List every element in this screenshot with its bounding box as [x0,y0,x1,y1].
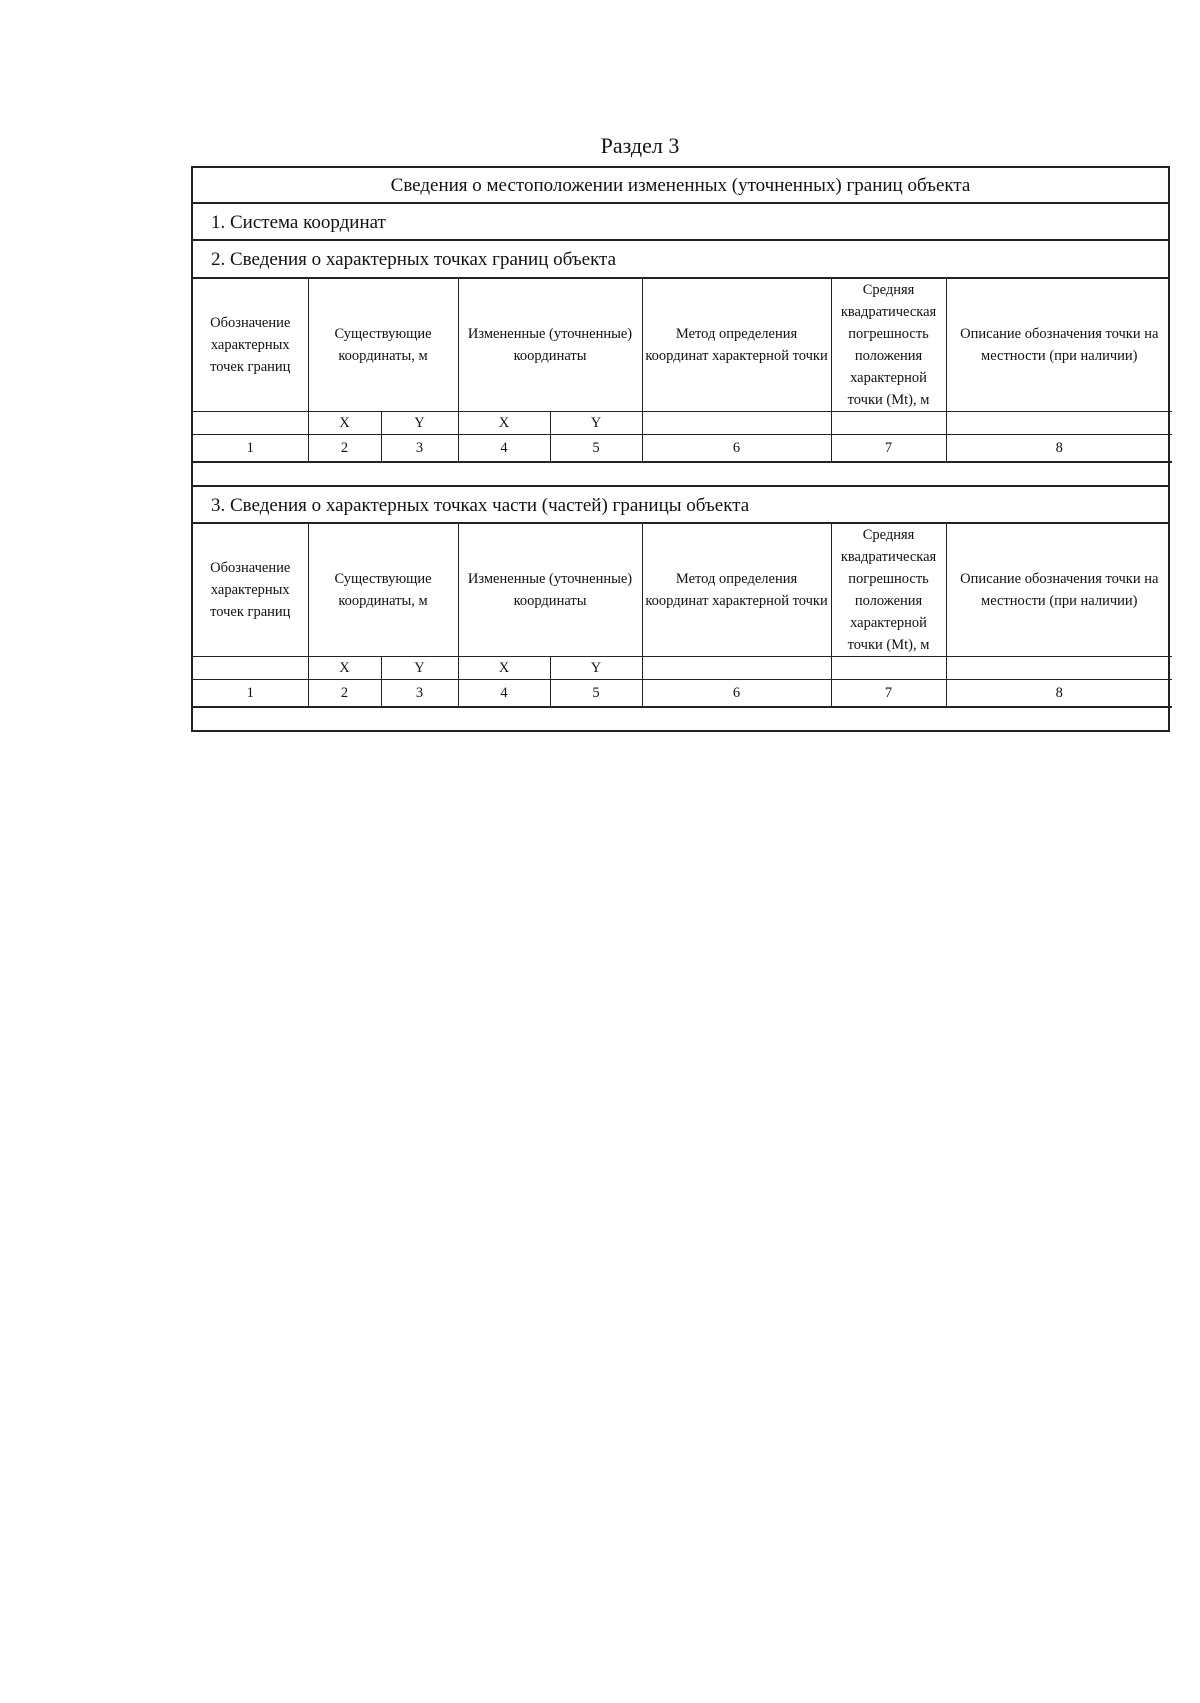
table-cell [642,657,831,680]
table-cell [193,412,308,435]
table-cell [193,657,308,680]
table-cell: 1 [193,435,308,463]
boundary-info-form [191,166,1170,732]
col-method: Метод определения координат характерной точки [642,279,831,412]
table-cell [946,657,1172,680]
table-cell: 5 [550,435,642,463]
table-cell: X [458,412,550,435]
table-header-row [193,279,1172,412]
table-cell: Y [550,412,642,435]
block2-title: 2. Сведения о характерных точках границ объекта [193,241,1168,279]
block3-title: 3. Сведения о характерных точках части (частей) границы объекта [193,487,1168,524]
table-cell: Y [381,657,458,680]
table-cell: 7 [831,680,946,708]
table-cell [831,412,946,435]
table-cell: Y [550,657,642,680]
col-description: Описание обозначения точки на местности (при наличии) [946,279,1172,412]
coordinate-system-row: 1. Система координат [193,204,1168,241]
table-cell: 8 [946,680,1172,708]
table-cell [642,412,831,435]
table-cell: 3 [381,680,458,708]
table-cell [831,657,946,680]
col-mean-error: Средняя квадратическая погрешность положения характерной точки (Mt), м [831,524,946,657]
section-title: Раздел 3 [600,133,680,158]
col-description: Описание обозначения точки на местности (при наличии) [946,524,1172,657]
table-cell: 2 [308,435,381,463]
table-number-row [193,435,1172,463]
col-updated-coordinates: Измененные (уточненные) координаты [458,279,642,412]
table-cell: 4 [458,435,550,463]
empty-row [193,708,1168,730]
col-existing-coordinates: Существующие координаты, м [308,524,458,657]
table-cell: 6 [642,435,831,463]
table-number-row [193,680,1172,708]
table-xy-row [193,412,1172,435]
table-cell: Y [381,412,458,435]
table-cell: 6 [642,680,831,708]
table-cell: 5 [550,680,642,708]
col-updated-coordinates: Измененные (уточненные) координаты [458,524,642,657]
col-existing-coordinates: Существующие координаты, м [308,279,458,412]
table-cell: 4 [458,680,550,708]
table-cell: X [458,657,550,680]
table-cell: X [308,657,381,680]
col-point-designation: Обозначение характерных точек границ [193,524,308,657]
col-method: Метод определения координат характерной точки [642,524,831,657]
block3-points-table [193,524,1172,708]
empty-row [193,463,1168,487]
col-point-designation: Обозначение характерных точек границ [193,279,308,412]
table-header-row [193,524,1172,657]
col-mean-error: Средняя квадратическая погрешность положения характерной точки (Mt), м [831,279,946,412]
table-cell: 1 [193,680,308,708]
table-xy-row [193,657,1172,680]
table-cell: 8 [946,435,1172,463]
table-cell: 7 [831,435,946,463]
block2-points-table [193,279,1172,463]
table-cell [946,412,1172,435]
form-header: Сведения о местоположении измененных (уточненных) границ объекта [193,168,1168,204]
table-cell: 2 [308,680,381,708]
table-cell: 3 [381,435,458,463]
table-cell: X [308,412,381,435]
